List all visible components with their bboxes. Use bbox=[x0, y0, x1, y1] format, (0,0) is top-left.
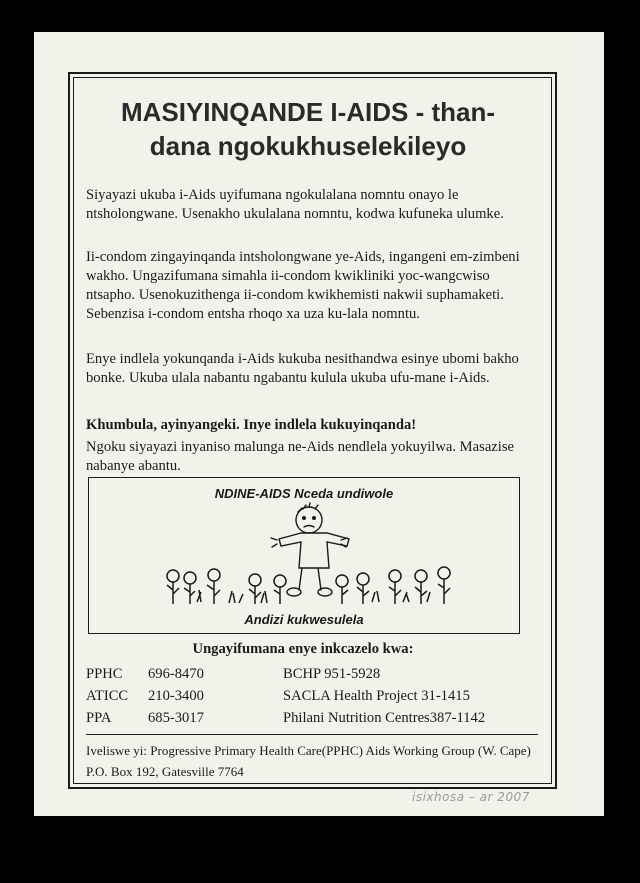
contact-number: 210-3400 bbox=[148, 688, 204, 704]
contact-number: 696-8470 bbox=[148, 666, 204, 682]
closing-paragraph: Ngoku siyayazi inyaniso malunga ne-Aids nendlela yokuyilwa. Masazise nabanye abantu. bbox=[86, 439, 514, 474]
flower-icon bbox=[167, 570, 179, 604]
child-shirt-icon bbox=[279, 533, 349, 568]
contacts-heading: Ungayifumana enye inkcazelo kwa: bbox=[192, 641, 414, 657]
contact-org: PPA bbox=[86, 710, 112, 726]
contact-org: ATICC bbox=[86, 688, 129, 704]
footer-divider bbox=[86, 734, 538, 735]
title-line-2: dana ngokukhuselekileyo bbox=[149, 131, 467, 161]
flower-icon bbox=[389, 570, 401, 604]
contact-row bbox=[86, 666, 546, 686]
paragraph-3: Enye indlela yokunqanda i-Aids kukuba nesithandwa esinye ubomi bakho bonke. Ukuba ulala nabantu ngabantu kulula ukuba ufu-mane i-Aids. bbox=[86, 351, 519, 386]
contact-number: 685-3017 bbox=[148, 710, 204, 726]
title-line-1: MASIYINQANDE I-AIDS - than- bbox=[120, 97, 496, 127]
flower-icon bbox=[207, 569, 220, 604]
poster-bottom-caption: Andizi kukwesulela bbox=[244, 612, 364, 627]
flower-icon bbox=[357, 573, 369, 604]
flowers-row bbox=[167, 567, 450, 604]
flower-icon bbox=[184, 572, 196, 604]
contact-row bbox=[86, 688, 546, 708]
flower-icon bbox=[336, 575, 348, 604]
paragraph-2: Ii-condom zingayinqanda intsholongwane ye-Aids, ingangeni em-zimbeni wakho. Ungazifumana simahla ii-condom kwikliniki yoc-wangcwiso ntsapho. Usenokuzithenga ii-condom kwikhemisti nakwii suphamaketi. Sebenzisa i-condom entsha rhoqo xa uza ku-lala nomntu. bbox=[86, 249, 520, 322]
contact-row bbox=[86, 710, 546, 730]
leaflet-sheet bbox=[34, 32, 604, 816]
contact-right: SACLA Health Project 31-1415 bbox=[283, 688, 470, 704]
paragraph-1: Siyayazi ukuba i-Aids uyifumana ngokulalana nomntu onayo le ntsholongwane. Usenakho ukulalana nomntu, kodwa kufuneka ulumke. bbox=[86, 187, 504, 222]
contact-right: Philani Nutrition Centres387-1142 bbox=[283, 710, 486, 726]
leaflet-title bbox=[74, 95, 542, 163]
flower-icon bbox=[415, 570, 427, 604]
flower-icon bbox=[438, 567, 450, 604]
poster-illustration bbox=[88, 477, 520, 634]
poster-top-caption: NDINE-AIDS Nceda undiwole bbox=[214, 486, 394, 501]
contact-right: BCHP 951-5928 bbox=[283, 666, 381, 682]
contact-org: PPHC bbox=[86, 666, 123, 682]
archive-annotation: isixhosa – ar 2007 bbox=[412, 790, 530, 804]
child-and-flowers-drawing bbox=[89, 478, 519, 633]
footer-publisher: Iveliswe yi: Progressive Primary Health Care(PPHC) Aids Working Group (W. Cape) P.O. Box 192, Gatesville 7764 bbox=[86, 743, 531, 779]
flower-icon bbox=[274, 575, 286, 604]
flower-icon bbox=[249, 574, 261, 604]
emphasis-line: Khumbula, ayinyangeki. Inye indlela kukuyinqanda! bbox=[86, 417, 417, 433]
